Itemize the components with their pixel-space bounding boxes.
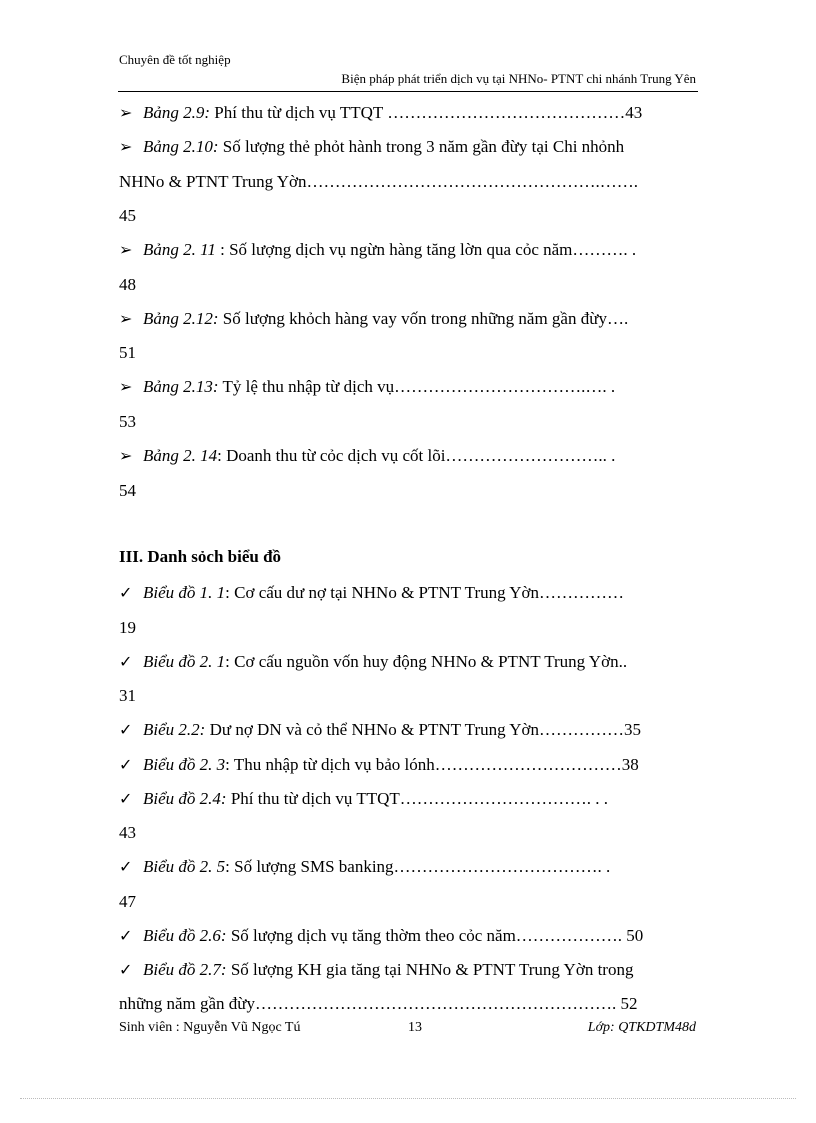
- footer-student: Sinh viên : Nguyễn Vũ Ngọc Tú: [119, 1020, 301, 1035]
- chart-entry-2-3: ✓ Biểu đồ 2. 3: Thu nhập từ dịch vụ bảo lónh……………………………38: [119, 755, 639, 774]
- page-number: 47: [119, 892, 136, 911]
- checkmark-bullet-icon: ✓: [119, 928, 133, 945]
- table-entry-2-13: ➢ Bảng 2.13: Tỷ lệ thu nhập từ dịch vụ…………………………….…. .: [119, 377, 616, 396]
- page-number: 51: [119, 343, 136, 362]
- arrow-bullet-icon: ➢: [119, 311, 133, 328]
- table-entry-2-9: ➢ Bảng 2.9: Phí thu từ dịch vụ TTQT ……………………………………43: [119, 103, 643, 122]
- arrow-bullet-icon: ➢: [119, 448, 133, 465]
- checkmark-bullet-icon: ✓: [119, 722, 133, 739]
- table-entry-2-10-cont: NHNo & PTNT Trung Yờn…………………………………………….…….: [119, 172, 639, 191]
- footer-page-number: 13: [408, 1020, 422, 1035]
- header-rule: [118, 91, 698, 92]
- chart-entry-2-1: ✓ Biểu đồ 2. 1: Cơ cấu nguồn vốn huy động NHNo & PTNT Trung Yờn..: [119, 652, 628, 671]
- checkmark-bullet-icon: ✓: [119, 757, 133, 774]
- page-break-divider: [20, 1098, 796, 1099]
- table-entry-2-10: ➢ Bảng 2.10: Số lượng thẻ phỏt hành trong 3 năm gần đừy tại Chi nhỏnh: [119, 137, 625, 156]
- header-right: Biện pháp phát triển dịch vụ tại NHNo- PTNT chi nhánh Trung Yên: [341, 71, 696, 86]
- checkmark-bullet-icon: ✓: [119, 585, 133, 602]
- arrow-bullet-icon: ➢: [119, 105, 133, 122]
- section-title: III. Danh sỏch biểu đồ: [119, 547, 282, 566]
- footer-class: Lớp: QTKDTM48d: [587, 1020, 696, 1035]
- page-number: 48: [119, 275, 136, 294]
- table-entry-2-12: ➢ Bảng 2.12: Số lượng khỏch hàng vay vốn trong những năm gần đừy….: [119, 309, 629, 328]
- page-number: 45: [119, 206, 136, 225]
- chart-entry-2-7: ✓ Biểu đồ 2.7: Số lượng KH gia tăng tại NHNo & PTNT Trung Yờn trong: [119, 960, 634, 979]
- checkmark-bullet-icon: ✓: [119, 654, 133, 671]
- page-number: 19: [119, 618, 136, 637]
- chart-entry-2-7-cont: những năm gần đừy………………………………………………………. 52: [119, 994, 638, 1013]
- page-number: 54: [119, 481, 136, 500]
- chart-entry-2-5: ✓ Biểu đồ 2. 5: Số lượng SMS banking………………………………. .: [119, 857, 611, 876]
- page-number: 43: [119, 823, 136, 842]
- chart-entry-2-4: ✓ Biểu đồ 2.4: Phí thu từ dịch vụ TTQT……………………………. . .: [119, 789, 609, 808]
- checkmark-bullet-icon: ✓: [119, 791, 133, 808]
- header-left: Chuyên đề tốt nghiệp: [119, 52, 231, 67]
- page-number: 31: [119, 686, 136, 705]
- chart-entry-1-1: ✓ Biểu đồ 1. 1: Cơ cấu dư nợ tại NHNo & PTNT Trung Yờn……………: [119, 583, 625, 602]
- chart-entry-2-2: ✓ Biểu 2.2: Dư nợ DN và cỏ thể NHNo & PTNT Trung Yờn……………35: [119, 720, 641, 739]
- checkmark-bullet-icon: ✓: [119, 859, 133, 876]
- table-entry-2-11: ➢ Bảng 2. 11 : Số lượng dịch vụ ngừn hàng tăng lờn qua cỏc năm………. .: [119, 240, 637, 259]
- arrow-bullet-icon: ➢: [119, 379, 133, 396]
- chart-entry-2-6: ✓ Biểu đồ 2.6: Số lượng dịch vụ tăng thờm theo cỏc năm………………. 50: [119, 926, 644, 945]
- table-entry-2-14: ➢ Bảng 2. 14: Doanh thu từ cỏc dịch vụ cốt lõi……………………….. .: [119, 446, 616, 465]
- arrow-bullet-icon: ➢: [119, 242, 133, 259]
- checkmark-bullet-icon: ✓: [119, 962, 133, 979]
- arrow-bullet-icon: ➢: [119, 139, 133, 156]
- page-number: 53: [119, 412, 136, 431]
